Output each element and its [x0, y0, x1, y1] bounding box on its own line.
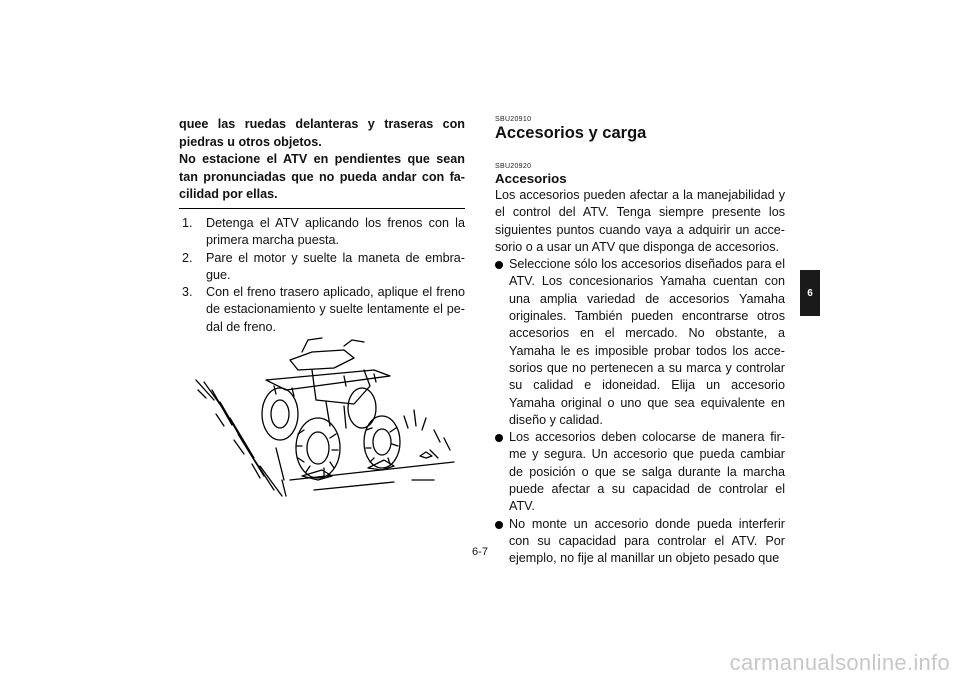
bullet-text: Seleccione sólo los accesorios diseñados para el ATV. Los concesionarios Yamaha cuentan con una amplia variedad de accesorios Yamaha originales. También pueden encontrarse otros accesorios en el mercado. No obstante, a Yamaha le es imposible probar todos los acce-sorios que no pertenecen a su marca y controlar su calidad e idoneidad. Elija un accesorio Yamaha original o uno que sea equivalente en diseño y calidad. — [509, 257, 785, 427]
warning-divider — [179, 208, 465, 209]
atv-on-slope-illustration — [194, 330, 464, 498]
step-text: Pare el motor y suelte la maneta de embra-gue. — [206, 250, 465, 282]
page-number: 6-7 — [472, 546, 488, 558]
bullet-text: Los accesorios deben colocarse de manera fir-me y segura. Un accesorio que pueda cambiar de posición o que se salga durante la marcha puede afectar a su capacidad de controlar el ATV. — [509, 430, 785, 514]
warning-text — [179, 116, 465, 204]
right-column — [495, 116, 785, 568]
bullet-text: No monte un accesorio donde pueda interferir con su capacidad para controlar el ATV. Por ejemplo, no fije al manillar un objeto pesado que — [509, 516, 785, 566]
step-item — [179, 250, 465, 285]
watermark: carmanualsonline.info — [729, 650, 950, 675]
bullet-item — [495, 256, 785, 429]
step-text: Con el freno trasero aplicado, aplique el freno de estacionamiento y suelte lentamente el pe-dal de freno. — [206, 285, 465, 334]
accessory-bullets — [495, 256, 785, 567]
bullet-dot — [495, 434, 503, 442]
step-number: 3. — [182, 285, 193, 300]
section-code: SBU20910 — [495, 116, 532, 123]
intro-paragraph: Los accesorios pueden afectar a la manejabilidad y el control del ATV. Tenga siempre presente los siguientes puntos cuando vaya a adquirir un acce-sorio o a usar un ATV que disponga de accesorios. — [495, 188, 785, 254]
bullet-item — [495, 429, 785, 515]
bullet-item — [495, 516, 785, 568]
subsection-code: SBU20920 — [495, 163, 532, 170]
step-number: 2. — [182, 250, 193, 265]
left-column — [179, 116, 465, 336]
chapter-tab: 6 — [800, 270, 820, 316]
parking-steps — [179, 215, 465, 336]
bullet-dot — [495, 521, 503, 529]
step-item — [179, 215, 465, 250]
subsection-heading: Accesorios — [495, 171, 567, 186]
warning-line-1: quee las ruedas delanteras y traseras con piedras u otros objetos. — [179, 117, 465, 149]
warning-line-2: No estacione el ATV en pendientes que sean tan pronunciadas que no pueda andar con fa-cilidad por ellas. — [179, 152, 465, 202]
step-text: Detenga el ATV aplicando los frenos con la primera marcha puesta. — [206, 215, 465, 248]
section-heading: Accesorios y carga — [495, 124, 647, 142]
step-item — [179, 284, 465, 336]
step-number: 1. — [182, 215, 193, 230]
bullet-dot — [495, 261, 503, 269]
